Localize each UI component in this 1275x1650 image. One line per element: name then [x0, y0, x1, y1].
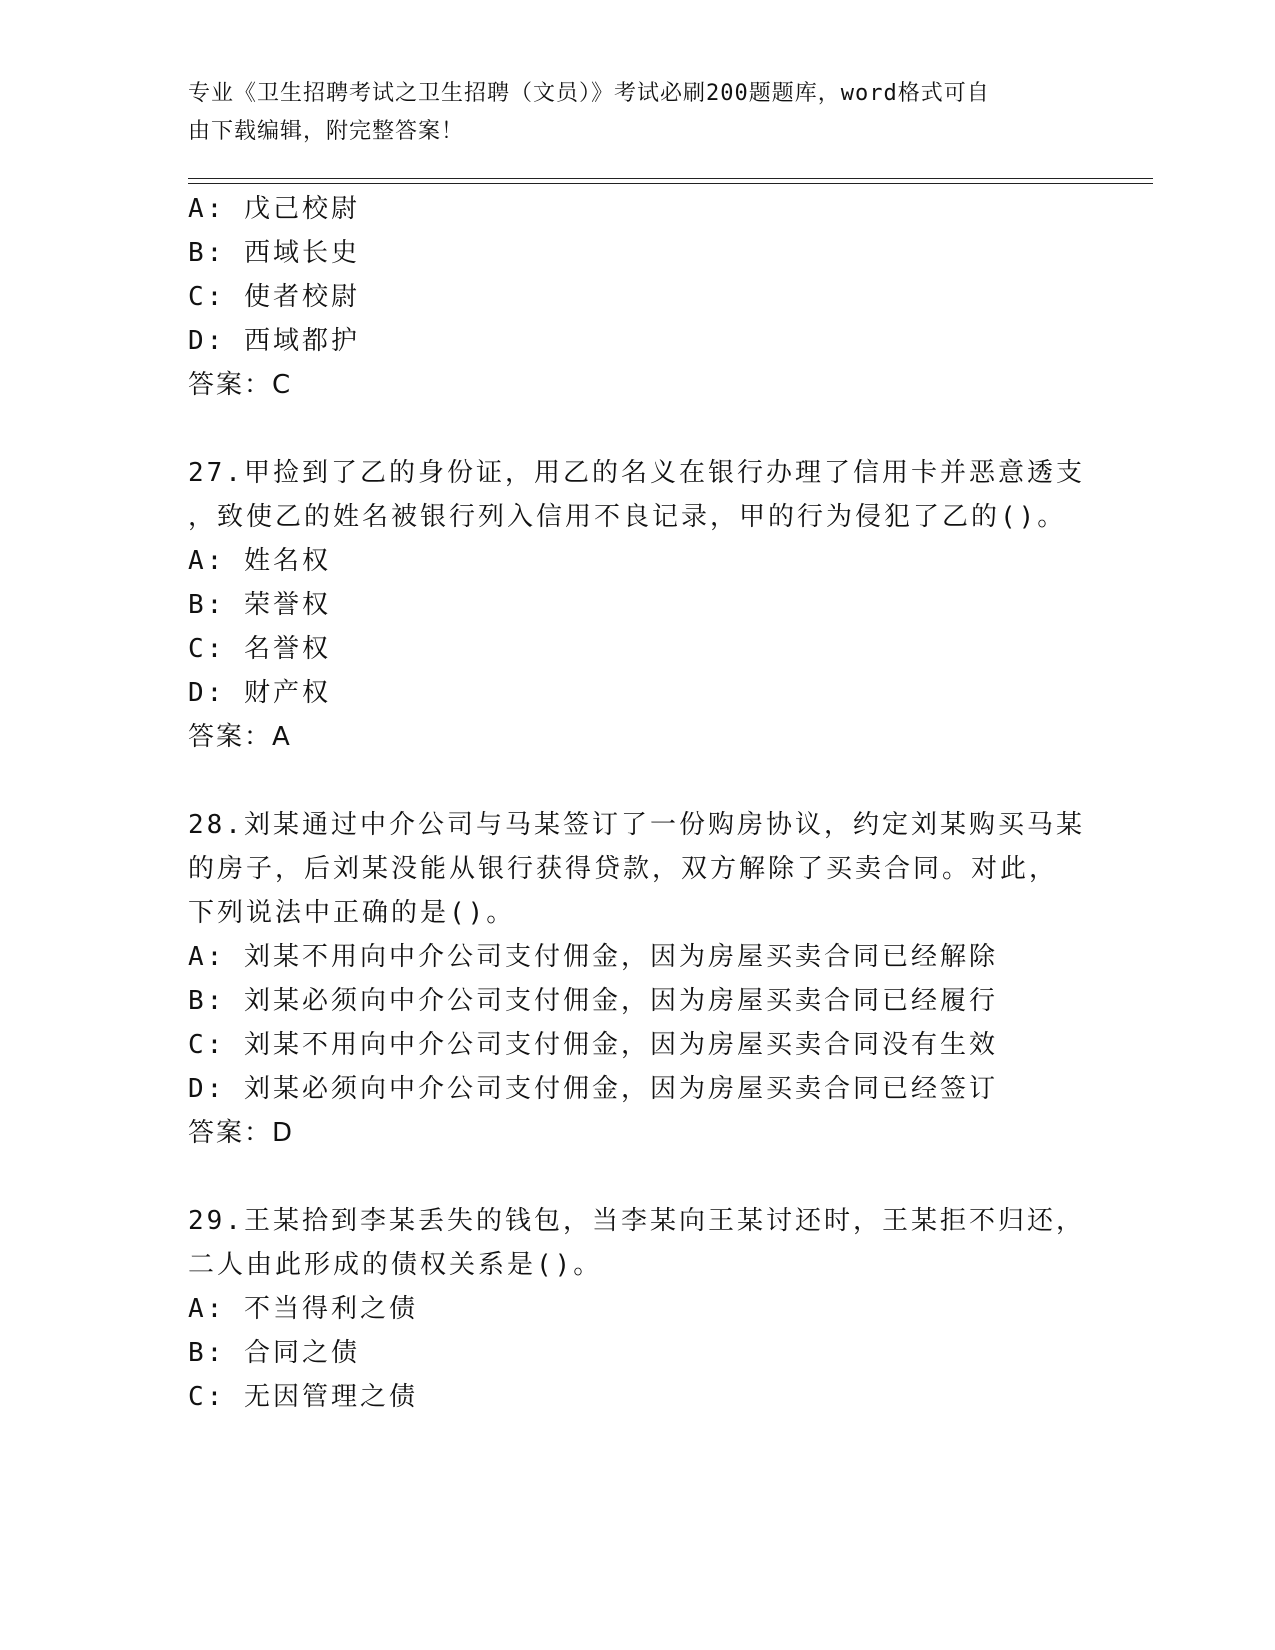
header-line-2: 由下载编辑，附完整答案！ — [188, 119, 465, 144]
q29-option-c: C: 无因管理之债 — [188, 1382, 418, 1412]
header-divider-bottom — [188, 183, 1153, 184]
q27-option-a: A: 姓名权 — [188, 546, 331, 576]
q26-option-c: C: 使者校尉 — [188, 282, 360, 312]
q28-stem-line-1: 28.刘某通过中介公司与马某签订了一份购房协议，约定刘某购买马某 — [188, 810, 1085, 840]
q26-option-b: B: 西域长史 — [188, 238, 360, 268]
q28-stem-line-3: 下列说法中正确的是()。 — [188, 898, 516, 928]
q27-answer: 答案：A — [188, 722, 292, 752]
q29-stem-line-1: 29.王某拾到李某丢失的钱包，当李某向王某讨还时，王某拒不归还， — [188, 1206, 1085, 1236]
q27-stem-line-2: ，致使乙的姓名被银行列入信用不良记录，甲的行为侵犯了乙的()。 — [188, 502, 1067, 532]
header-line-1: 专业《卫生招聘考试之卫生招聘（文员）》考试必刷200题题库，word格式可自 — [188, 81, 990, 106]
q29-option-a: A: 不当得利之债 — [188, 1294, 418, 1324]
q28-option-d: D: 刘某必须向中介公司支付佣金，因为房屋买卖合同已经签订 — [188, 1074, 998, 1104]
header-divider-top — [188, 178, 1153, 179]
q28-option-a: A: 刘某不用向中介公司支付佣金，因为房屋买卖合同已经解除 — [188, 942, 998, 972]
q28-option-b: B: 刘某必须向中介公司支付佣金，因为房屋买卖合同已经履行 — [188, 986, 998, 1016]
q27-option-c: C: 名誉权 — [188, 634, 331, 664]
q26-answer: 答案：C — [188, 370, 293, 400]
q27-stem-line-1: 27.甲捡到了乙的身份证，用乙的名义在银行办理了信用卡并恶意透支 — [188, 458, 1085, 488]
q28-stem-line-2: 的房子，后刘某没能从银行获得贷款，双方解除了买卖合同。对此， — [188, 854, 1059, 884]
q27-option-b: B: 荣誉权 — [188, 590, 331, 620]
q28-answer: 答案：D — [188, 1118, 295, 1148]
q27-option-d: D: 财产权 — [188, 678, 331, 708]
document-header — [188, 75, 1068, 151]
q29-stem-line-2: 二人由此形成的债权关系是()。 — [188, 1250, 603, 1280]
q26-option-d: D: 西域都护 — [188, 326, 360, 356]
q29-option-b: B: 合同之债 — [188, 1338, 360, 1368]
q26-option-a: A: 戊己校尉 — [188, 194, 360, 224]
q28-option-c: C: 刘某不用向中介公司支付佣金，因为房屋买卖合同没有生效 — [188, 1030, 998, 1060]
